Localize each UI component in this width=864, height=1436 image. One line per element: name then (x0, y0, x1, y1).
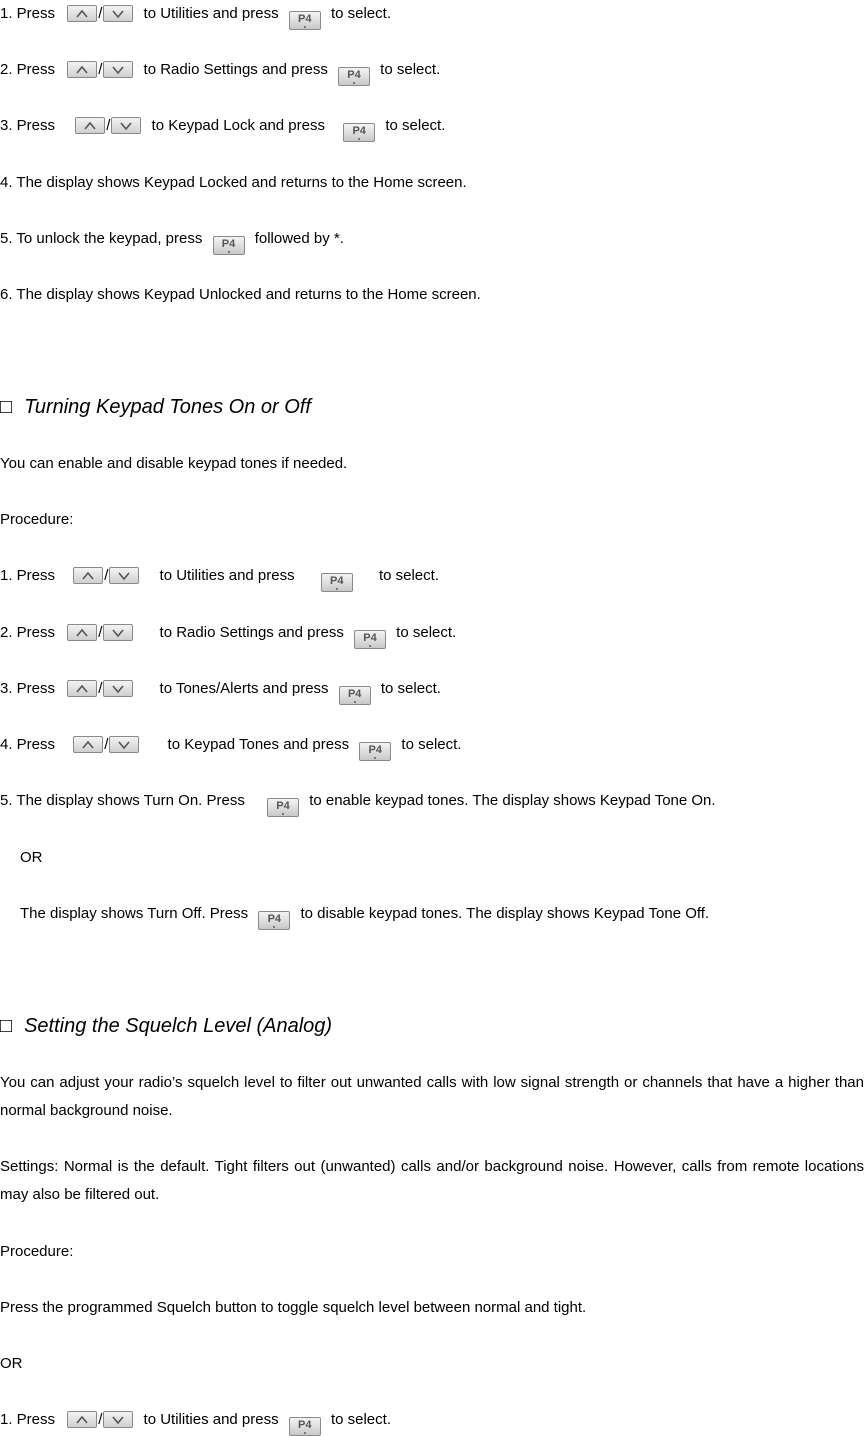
heading-marker: □ (0, 1015, 13, 1037)
heading-text: Turning Keypad Tones On or Off (24, 396, 311, 418)
step-suffix: to select. (396, 624, 457, 641)
step-prefix: 4. Press (0, 736, 56, 753)
down-arrow-key-icon (103, 61, 133, 78)
down-arrow-key-icon (103, 1411, 133, 1428)
lock-step-4 (0, 174, 467, 192)
step-suffix: to select. (330, 1411, 391, 1428)
step-middle: to Utilities and press (143, 1411, 279, 1428)
p4-key-icon: P4 (289, 11, 321, 30)
p4-key-icon: P4 (213, 236, 245, 255)
up-arrow-key-icon (67, 61, 97, 78)
up-arrow-key-icon (75, 117, 105, 134)
step-middle: to Tones/Alerts and press (159, 680, 329, 697)
squelch-intro: You can adjust your radio’s squelch level to filter out unwanted calls with low signal strength or channels that have a higher than normal background noise. (0, 1074, 864, 1119)
p4-key-icon: P4 (289, 1417, 321, 1436)
procedure-label: Procedure: (0, 511, 74, 528)
step-prefix: 2. Press (0, 61, 56, 78)
step-suffix: to select. (380, 61, 441, 78)
step-prefix: 5. The display shows Turn On. Press (0, 792, 245, 809)
step-prefix: The display shows Turn Off. Press (20, 905, 249, 922)
tones-step-3: 3. Press / to Tones/Alerts and press P4 to select. (0, 680, 441, 705)
step-middle: to Utilities and press (159, 567, 295, 584)
tones-step-1: 1. Press / to Utilities and press P4 to select. (0, 567, 439, 592)
step-text: 6. The display shows Keypad Unlocked and returns to the Home screen. (0, 286, 481, 303)
tones-procedure-label (0, 511, 73, 529)
tones-step-5 (0, 792, 716, 817)
lock-step-1: 1. Press / to Utilities and press P4 to select. (0, 5, 391, 30)
up-arrow-key-icon (67, 5, 97, 22)
p4-key-icon: P4 (258, 911, 290, 930)
step-prefix: 1. Press (0, 5, 56, 22)
down-arrow-key-icon (103, 5, 133, 22)
down-arrow-key-icon (109, 567, 139, 584)
lock-step-2: 2. Press / to Radio Settings and press P4 to select. (0, 61, 440, 86)
p4-key-icon: P4 (321, 573, 353, 592)
up-arrow-key-icon (67, 1411, 97, 1428)
tones-step-2: 2. Press / to Radio Settings and press P4 to select. (0, 624, 456, 649)
intro-text: You can enable and disable keypad tones if needed. (0, 455, 348, 472)
step-middle: to Radio Settings and press (143, 61, 328, 78)
step-middle: to Keypad Tones and press (167, 736, 350, 753)
tones-or (20, 849, 43, 867)
step-suffix: to select. (380, 680, 441, 697)
squelch-settings: Settings: Normal is the default. Tight filters out (unwanted) calls and/or background noise. However, calls from remote locations may also be filtered out. (0, 1158, 864, 1203)
tones-alt-step (20, 905, 709, 930)
lock-step-6 (0, 286, 481, 304)
step-prefix: 3. Press (0, 117, 56, 134)
p4-key-icon: P4 (339, 686, 371, 705)
p4-key-icon: P4 (267, 798, 299, 817)
down-arrow-key-icon (103, 680, 133, 697)
heading-marker: □ (0, 396, 13, 418)
step-suffix: to select. (385, 117, 446, 134)
squelch-step-1: 1. Press / to Utilities and press P4 to select. (0, 1411, 391, 1436)
up-arrow-key-icon (73, 567, 103, 584)
step-suffix: to select. (401, 736, 462, 753)
down-arrow-key-icon (103, 624, 133, 641)
step-prefix: 1. Press (0, 567, 56, 584)
lock-step-3: 3. Press / to Keypad Lock and press P4 to select. (0, 117, 445, 142)
step-suffix: to select. (330, 5, 391, 22)
p4-key-icon: P4 (354, 630, 386, 649)
up-arrow-key-icon (67, 624, 97, 641)
tones-intro (0, 455, 347, 473)
heading-text: Setting the Squelch Level (Analog) (24, 1015, 333, 1037)
section-heading-squelch (0, 1014, 332, 1038)
lock-step-5 (0, 230, 344, 255)
p4-key-icon: P4 (359, 742, 391, 761)
up-arrow-key-icon (67, 680, 97, 697)
step-middle: to Utilities and press (143, 5, 279, 22)
down-arrow-key-icon (111, 117, 141, 134)
step-prefix: 3. Press (0, 680, 56, 697)
step-suffix: to select. (378, 567, 439, 584)
section-heading-tones (0, 395, 311, 419)
step-middle: to Keypad Lock and press (151, 117, 325, 134)
up-arrow-key-icon (73, 736, 103, 753)
step-suffix: to disable keypad tones. The display shows Keypad Tone Off. (300, 905, 710, 922)
step-prefix: 1. Press (0, 1411, 56, 1428)
or-label: OR (20, 849, 43, 866)
procedure-label: Procedure: (0, 1243, 74, 1260)
step-suffix: followed by *. (254, 230, 344, 247)
step-middle: to Radio Settings and press (159, 624, 344, 641)
p4-key-icon: P4 (343, 123, 375, 142)
step-text: Press the programmed Squelch button to toggle squelch level between normal and tight. (0, 1299, 587, 1316)
squelch-button-text (0, 1299, 586, 1317)
down-arrow-key-icon (109, 736, 139, 753)
step-suffix: to enable keypad tones. The display shows Keypad Tone On. (309, 792, 716, 809)
tones-step-4: 4. Press / to Keypad Tones and press P4 to select. (0, 736, 461, 761)
step-prefix: 5. To unlock the keypad, press (0, 230, 203, 247)
or-label: OR (0, 1355, 23, 1372)
step-text: 4. The display shows Keypad Locked and returns to the Home screen. (0, 174, 467, 191)
p4-key-icon: P4 (338, 67, 370, 86)
squelch-or (0, 1355, 23, 1373)
squelch-procedure-label (0, 1243, 73, 1261)
step-prefix: 2. Press (0, 624, 56, 641)
